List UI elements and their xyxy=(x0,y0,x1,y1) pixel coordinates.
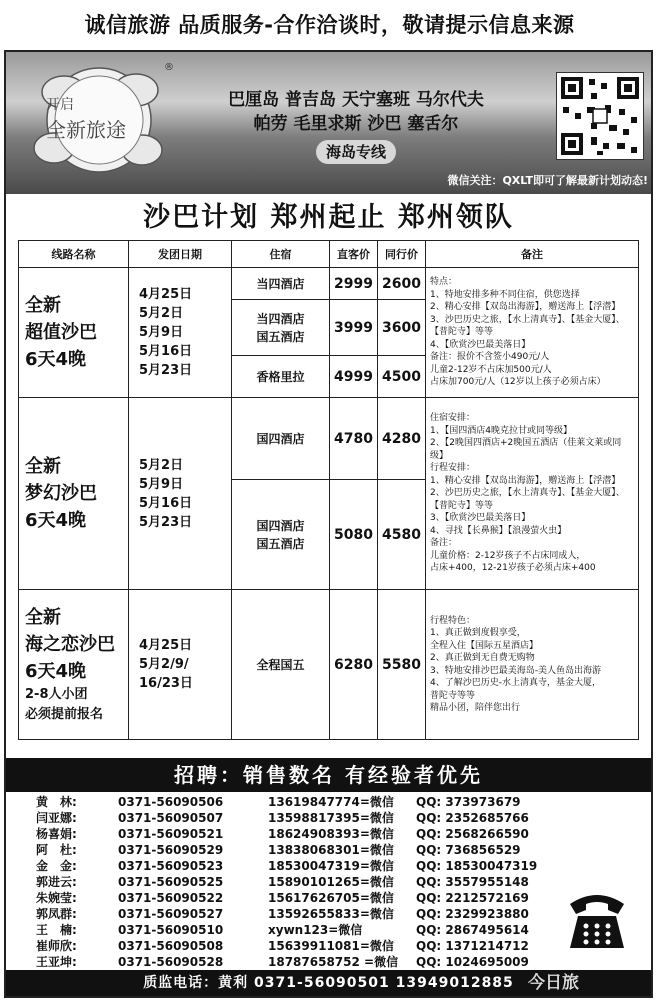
peer-price: 5580 xyxy=(378,590,426,740)
hotel: 香格里拉 xyxy=(232,356,330,398)
contact-name: 崔师欣: xyxy=(36,939,77,953)
contact-mobile: 13619847774=微信 xyxy=(268,795,394,809)
hotel: 当四酒店 国五酒店 xyxy=(232,300,330,356)
contact-name: 杨喜娟: xyxy=(36,827,77,841)
route-note: 必须提前报名 xyxy=(25,707,104,722)
logo-line2: 全新旅途 xyxy=(46,118,126,142)
table-row xyxy=(19,590,639,740)
contact-row xyxy=(6,954,651,970)
contact-name: 王 楠: xyxy=(36,923,77,937)
contact-qq: QQ: 736856529 xyxy=(416,843,521,857)
contact-row xyxy=(6,938,651,954)
date: 4月25日 xyxy=(139,287,193,302)
date: 5月2日 xyxy=(139,457,184,473)
contact-mobile: 13838068301=微信 xyxy=(268,843,394,857)
header-dates: 发团日期 xyxy=(129,241,232,268)
contact-mobile: 15639911081=微信 xyxy=(268,939,394,953)
recruit-banner: 招聘：销售数名 有经验者优先 xyxy=(6,758,651,792)
contact-row xyxy=(6,826,651,842)
direct-price: 2999 xyxy=(330,268,378,300)
contact-tel: 0371-56090506 xyxy=(118,795,224,809)
contact-mobile: 15617626705=微信 xyxy=(268,891,394,905)
contact-row xyxy=(6,858,651,874)
logo-line1: 开启 xyxy=(46,97,74,113)
hotel: 全程国五 xyxy=(232,590,330,740)
contact-tel: 0371-56090527 xyxy=(118,907,224,921)
contact-row xyxy=(6,874,651,890)
date: 4月25日 xyxy=(139,638,193,653)
contact-tel: 0371-56090523 xyxy=(118,859,224,873)
peer-price: 4580 xyxy=(378,480,426,590)
date: 5月23日 xyxy=(139,363,193,378)
destinations-tag: 海岛专线 xyxy=(316,140,396,164)
notes: 特点： 1、特地安排多种不同住宿，供您选择 2、精心安排【双岛出海游】，赠送海上【浮潜】 3、沙巴历史之旅，【水上清真寺】、【基金大厦】、【普陀寺】等等 4、【欣赏沙巴最美落日】 备注：报价不含签小490元/人 儿童2-12岁不占床加500元/人 占床加700元/人（12岁以上孩子必须占床） xyxy=(426,268,639,398)
contact-row xyxy=(6,794,651,810)
date: 5月2日 xyxy=(139,306,184,321)
contact-mobile: 13592655833=微信 xyxy=(268,907,394,921)
date: 5月2/9/ xyxy=(139,657,189,672)
contact-qq: QQ: 2329923880 xyxy=(416,907,529,921)
contact-tel: 0371-56090528 xyxy=(118,955,224,969)
route-line: 6天4晚 xyxy=(25,349,87,370)
peer-price: 3600 xyxy=(378,300,426,356)
hotel: 国四酒店 xyxy=(232,398,330,480)
contact-name: 郭进云: xyxy=(36,875,77,889)
contact-mobile: 18624908393=微信 xyxy=(268,827,394,841)
destinations-line2: 帕劳 毛里求斯 沙巴 塞舌尔 xyxy=(253,114,459,134)
direct-price: 4999 xyxy=(330,356,378,398)
contact-tel: 0371-56090521 xyxy=(118,827,224,841)
date: 5月16日 xyxy=(139,495,193,511)
route-line: 全新 xyxy=(25,295,61,316)
contact-mobile: 18787658752 =微信 xyxy=(268,955,399,969)
contact-qq: QQ: 2568266590 xyxy=(416,827,529,841)
registered-mark: ® xyxy=(164,62,174,73)
contact-name: 阿 杜: xyxy=(36,843,77,857)
hotel: 国四酒店 国五酒店 xyxy=(232,480,330,590)
contact-qq: QQ: 18530047319 xyxy=(416,859,538,873)
contact-tel: 0371-56090525 xyxy=(118,875,224,889)
contact-name: 郭凤群: xyxy=(36,907,77,921)
date: 5月23日 xyxy=(139,514,193,530)
date: 5月9日 xyxy=(139,325,184,340)
contact-mobile: 15890101265=微信 xyxy=(268,875,394,889)
header-notes: 备注 xyxy=(426,241,639,268)
header-direct-price: 直客价 xyxy=(330,241,378,268)
direct-price: 6280 xyxy=(330,590,378,740)
route-line: 6天4晚 xyxy=(25,661,87,682)
contact-name: 王亚坤: xyxy=(36,955,77,969)
contact-row xyxy=(6,890,651,906)
notes: 行程特色： 1、真正做到度假享受， 全程入住【国际五星酒店】 2、真正做到无自费无购物 3、特地安排沙巴最美海岛-美人鱼岛出海游 4、了解沙巴历史-水上清真寺，基金大厦， 普陀寺等等 精品小团，陪伴您出行 xyxy=(426,590,639,740)
contact-qq: QQ: 1371214712 xyxy=(416,939,529,953)
route-line: 海之恋沙巴 xyxy=(25,634,115,655)
table-row xyxy=(19,398,639,480)
peer-price: 4280 xyxy=(378,398,426,480)
header-route: 线路名称 xyxy=(19,241,129,268)
contact-row xyxy=(6,842,651,858)
route-line: 全新 xyxy=(25,456,61,477)
poster-frame xyxy=(4,50,653,998)
peer-price: 2600 xyxy=(378,268,426,300)
itinerary-table xyxy=(18,240,639,740)
route-name xyxy=(19,398,129,590)
departure-dates xyxy=(129,268,232,398)
contact-mobile: 18530047319=微信 xyxy=(268,859,394,873)
contact-mobile: 13598817395=微信 xyxy=(268,811,394,825)
contact-name: 朱婉莹: xyxy=(36,891,77,905)
destinations-line1: 巴厘岛 普吉岛 天宁塞班 马尔代夫 xyxy=(228,90,484,110)
direct-price: 4780 xyxy=(330,398,378,480)
route-name xyxy=(19,268,129,398)
route-note: 2-8人小团 xyxy=(25,687,88,702)
contact-tel: 0371-56090508 xyxy=(118,939,224,953)
contact-qq: QQ: 3557955148 xyxy=(416,875,529,889)
contact-qq: QQ: 2352685766 xyxy=(416,811,529,825)
contact-name: 黄 林: xyxy=(36,795,77,809)
direct-price: 3999 xyxy=(330,300,378,356)
route-line: 梦幻沙巴 xyxy=(25,483,97,504)
contact-mobile: xywn123=微信 xyxy=(268,923,363,937)
route-line: 6天4晚 xyxy=(25,510,87,531)
contact-qq: QQ: 2867495614 xyxy=(416,923,529,937)
route-line: 超值沙巴 xyxy=(25,322,97,343)
telephone-icon xyxy=(564,884,630,954)
contact-qq: QQ: 2212572169 xyxy=(416,891,529,905)
notes: 住宿安排： 1、【国四酒店4晚克拉甘或同等级】 2、【2晚国四酒店+2晚国五酒店（佳莱文莱或同级】 行程安排： 1、精心安排【双岛出海游】，赠送海上【浮潜】 2、沙巴历史之旅，【水上清真寺】、【基金大厦】、【普陀寺】等等 3、【欣赏沙巴最美落日】 4、寻找【长鼻猴】【浪漫萤火虫】 备注： 儿童价格：2-12岁孩子不占床同成人， 占床+400，12-21岁孩子必须占床+400 xyxy=(426,398,639,590)
contact-tel: 0371-56090510 xyxy=(118,923,224,937)
qr-code-icon xyxy=(556,72,644,160)
contact-row xyxy=(6,906,651,922)
route-name xyxy=(19,590,129,740)
contact-qq: QQ: 1024695009 xyxy=(416,955,529,969)
logo-text xyxy=(46,94,166,143)
date: 5月9日 xyxy=(139,476,184,492)
plan-heading: 沙巴计划 郑州起止 郑州领队 xyxy=(143,202,514,233)
departure-dates xyxy=(129,590,232,740)
banner xyxy=(6,52,651,194)
date: 5月16日 xyxy=(139,344,193,359)
peer-price: 4500 xyxy=(378,356,426,398)
contact-row xyxy=(6,810,651,826)
watermark: 今日旅 xyxy=(528,973,579,993)
direct-price: 5080 xyxy=(330,480,378,590)
wechat-note: 微信关注：QXLT即可了解最新计划动态! xyxy=(447,174,648,187)
table-header-row xyxy=(19,241,639,268)
contact-tel: 0371-56090522 xyxy=(118,891,224,905)
supervision-hotline: 质监电话：黄利 0371-56090501 13949012885 xyxy=(6,970,651,996)
route-line: 全新 xyxy=(25,607,61,628)
hotel: 当四酒店 xyxy=(232,268,330,300)
contact-row xyxy=(6,922,651,938)
destinations xyxy=(186,88,526,164)
top-slogan: 诚信旅游 品质服务-合作洽谈时，敬请提示信息来源 xyxy=(84,13,575,37)
date: 16/23日 xyxy=(139,676,193,691)
header-peer-price: 同行价 xyxy=(378,241,426,268)
departure-dates xyxy=(129,398,232,590)
contact-name: 闫亚娜: xyxy=(36,811,77,825)
contact-name: 金 金: xyxy=(36,859,77,873)
table-row xyxy=(19,268,639,300)
contact-tel: 0371-56090507 xyxy=(118,811,224,825)
contact-qq: QQ: 373973679 xyxy=(416,795,521,809)
header-hotel: 住宿 xyxy=(232,241,330,268)
contact-tel: 0371-56090529 xyxy=(118,843,224,857)
